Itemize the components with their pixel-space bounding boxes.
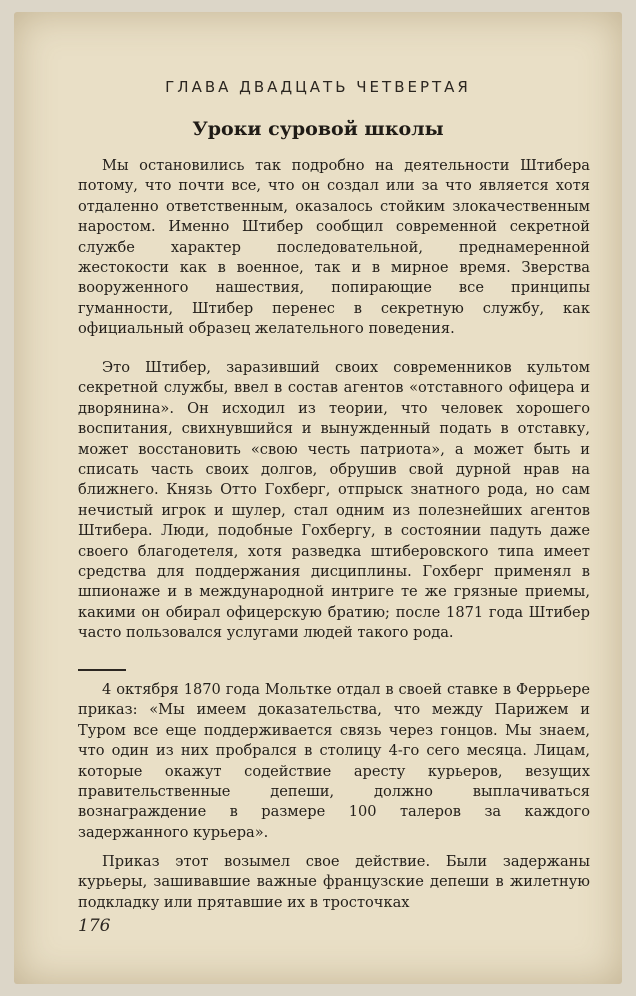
footnote: 4 октября 1870 года Мольтке отдал в своей ставке в Феррьере приказ: «Мы имеем доказательства, что между Парижем и Туром все еще поддерживается связь через гонцов. Мы знаем, что один из них пробрался в столицу 4-го сего месяца. Лицам, которые окажут содействие аресту курьеров, везущих правительственные депеши, должно выплачиваться вознаграждение в размере 100 талеров за каждого задержанного курьера».	[78, 681, 590, 841]
paragraph-1: Мы остановились так подробно на деятельности Штибера потому, что почти все, что он создал или за что является хотя отдаленно ответственным, оказалось стойким злокачественным наростом. Именно Штибер сообщил современной секретной службе характер последовательной, преднамеренной жестокости как в военное, так и в мирное время. Зверства вооруженного нашествия, попирающие все принципы гуманности, Штибер перенес в секретную службу, как официальный образец желательного поведения.	[78, 157, 590, 338]
closing-paragraph: Приказ этот возымел свое действие. Были задержаны курьеры, зашивавшие важные французские депеши в жилетную подкладку или прятавшие их в тросточках	[78, 853, 590, 911]
chapter-heading: ГЛАВА ДВАДЦАТЬ ЧЕТВЕРТАЯ	[165, 78, 471, 96]
section-title: Уроки суровой школы	[192, 118, 444, 140]
paragraph-2: Это Штибер, заразивший своих современников культом секретной службы, ввел в состав агентов «отставного офицера и дворянина». Он исходил из теории, что человек хорошего воспитания, свихнувшийся и вынужденный подать в отставку, может восстановить «свою честь патриота», а может быть и списать часть своих долгов, обрушив свой дурной нрав на ближнего. Князь Отто Гохберг, отпрыск знатного рода, но сам нечистый игрок и шулер, стал одним из полезнейших агентов Штибера. Люди, подобные Гохбергу, в состоянии падуть даже своего благодетеля, хотя разведка штиберовского типа имеет средства для поддержания дисциплины. Гохберг применял в шпионаже и в международной интриге те же грязные приемы, какими он обирал офицерскую братию; после 1871 года Штибер часто пользовался услугами людей такого рода.	[78, 359, 590, 642]
book-page	[14, 12, 622, 984]
page-number: 176	[78, 916, 111, 936]
footnote-divider	[78, 669, 126, 671]
